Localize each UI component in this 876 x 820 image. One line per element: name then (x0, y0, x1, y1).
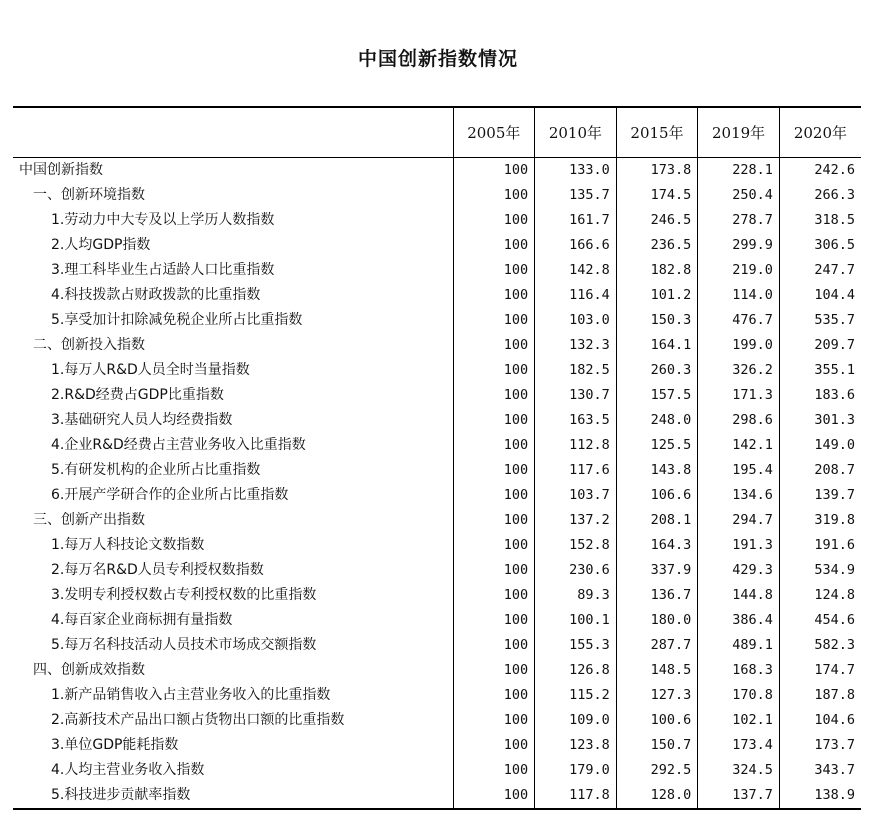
table-row (13, 783, 861, 809)
table-row (13, 533, 861, 558)
table-row (13, 283, 861, 308)
value-cell: 152.8 (535, 533, 617, 558)
value-cell: 163.5 (535, 408, 617, 433)
value-cell: 100 (453, 733, 535, 758)
value-cell: 144.8 (698, 583, 780, 608)
value-cell: 174.7 (779, 658, 861, 683)
value-cell: 170.8 (698, 683, 780, 708)
table-row (13, 358, 861, 383)
value-cell: 104.4 (779, 283, 861, 308)
value-cell: 324.5 (698, 758, 780, 783)
value-cell: 100 (453, 208, 535, 233)
table-row (13, 733, 861, 758)
value-cell: 100 (453, 633, 535, 658)
value-cell: 306.5 (779, 233, 861, 258)
indicator-name-cell: 1.新产品销售收入占主营业务收入的比重指数 (51, 686, 331, 703)
value-cell: 242.6 (779, 157, 861, 183)
value-cell: 116.4 (535, 283, 617, 308)
value-cell: 355.1 (779, 358, 861, 383)
value-cell: 183.6 (779, 383, 861, 408)
header-row (13, 107, 861, 157)
indicator-name-cell: 1.每万人科技论文数指数 (51, 536, 205, 553)
value-cell: 236.5 (616, 233, 698, 258)
value-cell: 102.1 (698, 708, 780, 733)
value-cell: 228.1 (698, 157, 780, 183)
value-cell: 142.1 (698, 433, 780, 458)
indicator-name-cell: 中国创新指数 (19, 161, 103, 178)
value-cell: 123.8 (535, 733, 617, 758)
table-body (13, 157, 861, 809)
value-cell: 476.7 (698, 308, 780, 333)
value-cell: 191.3 (698, 533, 780, 558)
value-cell: 143.8 (616, 458, 698, 483)
value-cell: 535.7 (779, 308, 861, 333)
value-cell: 100 (453, 233, 535, 258)
indicator-name-cell: 三、创新产出指数 (33, 511, 145, 528)
value-cell: 100 (453, 183, 535, 208)
indicator-name-cell: 3.基础研究人员人均经费指数 (51, 411, 233, 428)
value-cell: 155.3 (535, 633, 617, 658)
value-cell: 100 (453, 533, 535, 558)
value-cell: 100 (453, 508, 535, 533)
table-row (13, 458, 861, 483)
value-cell: 112.8 (535, 433, 617, 458)
value-cell: 534.9 (779, 558, 861, 583)
value-cell: 132.3 (535, 333, 617, 358)
value-cell: 182.5 (535, 358, 617, 383)
value-cell: 100.6 (616, 708, 698, 733)
value-cell: 230.6 (535, 558, 617, 583)
value-cell: 318.5 (779, 208, 861, 233)
value-cell: 182.8 (616, 258, 698, 283)
value-cell: 103.0 (535, 308, 617, 333)
value-cell: 326.2 (698, 358, 780, 383)
value-cell: 173.7 (779, 733, 861, 758)
value-cell: 100 (453, 683, 535, 708)
value-cell: 219.0 (698, 258, 780, 283)
value-cell: 199.0 (698, 333, 780, 358)
value-cell: 100 (453, 758, 535, 783)
value-cell: 171.3 (698, 383, 780, 408)
value-cell: 157.5 (616, 383, 698, 408)
indicator-name-cell: 四、创新成效指数 (33, 661, 145, 678)
value-cell: 100 (453, 408, 535, 433)
value-cell: 278.7 (698, 208, 780, 233)
value-cell: 117.8 (535, 783, 617, 809)
value-cell: 301.3 (779, 408, 861, 433)
value-cell: 166.6 (535, 233, 617, 258)
indicator-name-cell: 2.高新技术产品出口额占货物出口额的比重指数 (51, 711, 345, 728)
value-cell: 180.0 (616, 608, 698, 633)
value-cell: 103.7 (535, 483, 617, 508)
value-cell: 292.5 (616, 758, 698, 783)
value-cell: 386.4 (698, 608, 780, 633)
table-row (13, 708, 861, 733)
header-cell-2019: 2019年 (698, 107, 780, 157)
table-row (13, 683, 861, 708)
value-cell: 100 (453, 433, 535, 458)
value-cell: 134.6 (698, 483, 780, 508)
indicator-name-cell: 5.每万名科技活动人员技术市场成交额指数 (51, 636, 317, 653)
value-cell: 100 (453, 383, 535, 408)
table-row (13, 183, 861, 208)
value-cell: 137.2 (535, 508, 617, 533)
value-cell: 138.9 (779, 783, 861, 809)
indicator-name-cell: 4.每百家企业商标拥有量指数 (51, 611, 233, 628)
value-cell: 100 (453, 483, 535, 508)
value-cell: 319.8 (779, 508, 861, 533)
header-cell-2010: 2010年 (535, 107, 617, 157)
indicator-name-cell: 4.企业R&D经费占主营业务收入比重指数 (51, 436, 306, 453)
indicator-name-cell: 1.劳动力中大专及以上学历人数指数 (51, 211, 275, 228)
value-cell: 489.1 (698, 633, 780, 658)
value-cell: 164.1 (616, 333, 698, 358)
table-row (13, 157, 861, 183)
indicator-name-cell: 4.人均主营业务收入指数 (51, 761, 205, 778)
indicator-name-cell: 二、创新投入指数 (33, 336, 145, 353)
value-cell: 100 (453, 258, 535, 283)
indicator-name-cell: 3.单位GDP能耗指数 (51, 736, 179, 753)
value-cell: 133.0 (535, 157, 617, 183)
value-cell: 139.7 (779, 483, 861, 508)
indicator-name-cell: 3.发明专利授权数占专利授权数的比重指数 (51, 586, 317, 603)
indicator-name-cell: 6.开展产学研合作的企业所占比重指数 (51, 486, 289, 503)
value-cell: 187.8 (779, 683, 861, 708)
value-cell: 104.6 (779, 708, 861, 733)
table-row (13, 608, 861, 633)
value-cell: 135.7 (535, 183, 617, 208)
header-cell-2005: 2005年 (453, 107, 535, 157)
value-cell: 137.7 (698, 783, 780, 809)
value-cell: 429.3 (698, 558, 780, 583)
value-cell: 127.3 (616, 683, 698, 708)
indicator-name-cell: 5.有研发机构的企业所占比重指数 (51, 461, 261, 478)
value-cell: 299.9 (698, 233, 780, 258)
value-cell: 100 (453, 157, 535, 183)
value-cell: 100 (453, 283, 535, 308)
value-cell: 208.1 (616, 508, 698, 533)
indicator-name-cell: 5.享受加计扣除减免税企业所占比重指数 (51, 311, 303, 328)
indicator-name-cell: 2.R&D经费占GDP比重指数 (51, 386, 224, 403)
table-row (13, 483, 861, 508)
indicator-name-cell: 2.人均GDP指数 (51, 236, 151, 253)
indicator-name-cell: 3.理工科毕业生占适龄人口比重指数 (51, 261, 275, 278)
value-cell: 142.8 (535, 258, 617, 283)
table-row (13, 333, 861, 358)
value-cell: 100.1 (535, 608, 617, 633)
value-cell: 208.7 (779, 458, 861, 483)
page-title: 中国创新指数情况 (357, 48, 518, 70)
value-cell: 150.7 (616, 733, 698, 758)
value-cell: 115.2 (535, 683, 617, 708)
indicator-name-cell: 1.每万人R&D人员全时当量指数 (51, 361, 250, 378)
value-cell: 89.3 (535, 583, 617, 608)
value-cell: 173.4 (698, 733, 780, 758)
value-cell: 150.3 (616, 308, 698, 333)
table-row (13, 383, 861, 408)
value-cell: 100 (453, 333, 535, 358)
table-row (13, 308, 861, 333)
indicator-name-cell: 5.科技进步贡献率指数 (13, 783, 453, 809)
value-cell: 100 (453, 308, 535, 333)
table-row (13, 433, 861, 458)
value-cell: 168.3 (698, 658, 780, 683)
value-cell: 266.3 (779, 183, 861, 208)
table-row (13, 508, 861, 533)
table-row (13, 658, 861, 683)
value-cell: 161.7 (535, 208, 617, 233)
value-cell: 117.6 (535, 458, 617, 483)
value-cell: 337.9 (616, 558, 698, 583)
value-cell: 100 (453, 708, 535, 733)
value-cell: 298.6 (698, 408, 780, 433)
table-row (13, 633, 861, 658)
value-cell: 247.7 (779, 258, 861, 283)
value-cell: 106.6 (616, 483, 698, 508)
value-cell: 209.7 (779, 333, 861, 358)
value-cell: 136.7 (616, 583, 698, 608)
innovation-index-table (13, 106, 861, 810)
value-cell: 248.0 (616, 408, 698, 433)
table-row (13, 233, 861, 258)
value-cell: 582.3 (779, 633, 861, 658)
value-cell: 148.5 (616, 658, 698, 683)
table-row (13, 258, 861, 283)
table-row (13, 583, 861, 608)
value-cell: 126.8 (535, 658, 617, 683)
value-cell: 100 (453, 458, 535, 483)
value-cell: 250.4 (698, 183, 780, 208)
table-row (13, 558, 861, 583)
value-cell: 195.4 (698, 458, 780, 483)
value-cell: 294.7 (698, 508, 780, 533)
value-cell: 130.7 (535, 383, 617, 408)
indicator-name-cell: 4.科技拨款占财政拨款的比重指数 (51, 286, 261, 303)
header-cell-2015: 2015年 (616, 107, 698, 157)
value-cell: 149.0 (779, 433, 861, 458)
value-cell: 109.0 (535, 708, 617, 733)
value-cell: 100 (453, 658, 535, 683)
value-cell: 114.0 (698, 283, 780, 308)
value-cell: 179.0 (535, 758, 617, 783)
value-cell: 100 (453, 783, 535, 809)
value-cell: 100 (453, 608, 535, 633)
value-cell: 125.5 (616, 433, 698, 458)
indicator-name-cell: 2.每万名R&D人员专利授权数指数 (51, 561, 264, 578)
value-cell: 128.0 (616, 783, 698, 809)
table-row (13, 408, 861, 433)
value-cell: 191.6 (779, 533, 861, 558)
value-cell: 164.3 (616, 533, 698, 558)
value-cell: 454.6 (779, 608, 861, 633)
value-cell: 100 (453, 358, 535, 383)
value-cell: 100 (453, 558, 535, 583)
value-cell: 173.8 (616, 157, 698, 183)
table-row (13, 758, 861, 783)
header-cell-indicator (13, 107, 453, 157)
value-cell: 100 (453, 583, 535, 608)
value-cell: 343.7 (779, 758, 861, 783)
indicator-name-cell: 一、创新环境指数 (33, 186, 145, 203)
table-row (13, 208, 861, 233)
value-cell: 174.5 (616, 183, 698, 208)
value-cell: 124.8 (779, 583, 861, 608)
value-cell: 287.7 (616, 633, 698, 658)
value-cell: 260.3 (616, 358, 698, 383)
value-cell: 101.2 (616, 283, 698, 308)
header-cell-2020: 2020年 (779, 107, 861, 157)
value-cell: 246.5 (616, 208, 698, 233)
